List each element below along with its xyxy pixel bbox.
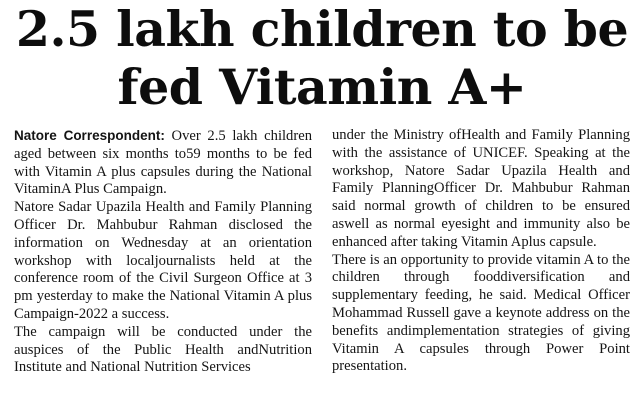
article-column-left [14,127,312,397]
article-paragraph: under the Ministry ofHealth and Family Planning with the assistance of UNICEF. Speaking at the workshop, Natore Sadar Upazila Health and Family PlanningOfficer Dr. Mahbubur Rahman said normal growth of children to be ensured aswell as normal eyesight and immunity also be enhanced after taking Vitamin Aplus capsule. [332,127,630,250]
article-paragraph: There is an opportunity to provide vitamin A to the children through fooddiversification and supplementary feeding, he said. Medical Officer Mohammad Russell gave a keynote address on the benefits andimplementation strategies of giving Vitamin A capsules through Power Point presentation. [332,251,630,375]
article-body [14,127,630,397]
article-paragraph [14,127,312,199]
byline: Natore Correspondent: [14,128,165,143]
article-paragraph: The campaign will be conducted under the auspices of the Public Health andNutrition Institute and National Nutrition Services [14,323,312,376]
headline-line-2: fed Vitamin A+ [117,58,527,116]
article-column-right [332,127,630,397]
headline-line-1: 2.5 lakh children to be [15,0,629,58]
headline [0,0,644,116]
article-paragraph: Natore Sadar Upazila Health and Family Planning Officer Dr. Mahbubur Rahman disclosed the information on Wednesday at an orientation workshop with localjournalists held at the conference room of the Civil Surgeon Office at 3 pm yesterday to make the National Vitamin A plus Campaign-2022 a success. [14,199,312,322]
article-lead-text: Over 2.5 lakh children aged between six months to59 months to be fed with Vitamin A plus capsules during the National VitaminA Plus Campaign. [14,128,312,198]
